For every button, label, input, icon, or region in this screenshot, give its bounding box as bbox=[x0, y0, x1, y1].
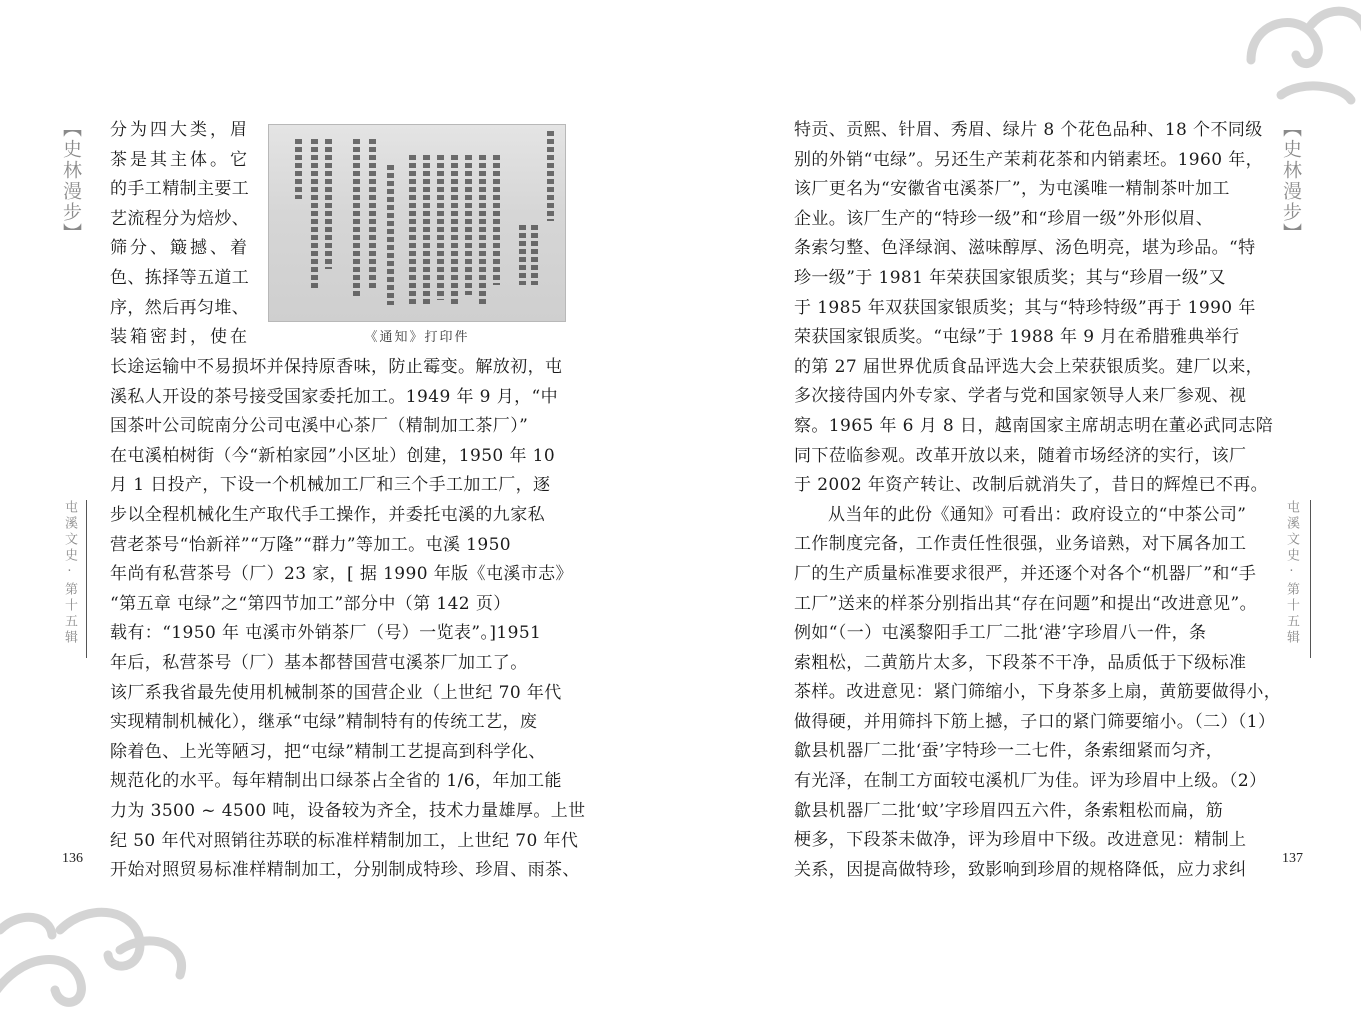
margin-rule bbox=[1310, 500, 1311, 658]
text-line: 纪 50 年代对照销往苏联的标准样精制加工，上世纪 70 年代 bbox=[110, 830, 579, 851]
text-line: 珍一级”于 1981 年荣获国家银质奖；其与“珍眉一级”又 bbox=[794, 267, 1226, 288]
text-line: 序，然后再匀堆、 bbox=[110, 297, 250, 318]
text-line: 企业。该厂生产的“特珍一级”和“珍眉一级”外形似眉、 bbox=[794, 208, 1214, 229]
text-line: 营老茶号“怡新祥”“万隆”“群力”等加工。屯溪 1950 bbox=[110, 534, 512, 555]
text-line: 索粗松，二黄筋片太多，下段茶不干净，品质低于下级标准 bbox=[794, 652, 1247, 673]
text-line: 条索匀整、色泽绿润、滋味醇厚、汤色明亮，堪为珍品。“特 bbox=[794, 238, 1256, 259]
body-text-lower bbox=[110, 353, 586, 886]
text-line: 荣获国家银质奖。“屯绿”于 1988 年 9 月在希腊雅典举行 bbox=[794, 327, 1240, 348]
text-line: 例如“（一）屯溪黎阳手工厂二批‘港’字珍眉八一件，条 bbox=[794, 623, 1207, 644]
margin-rule bbox=[86, 500, 87, 658]
notice-photo bbox=[268, 124, 566, 322]
photo-caption: 《通知》打印件 bbox=[364, 330, 470, 345]
text-line: 多次接待国内外专家、学者与党和国家领导人来厂参观、视 bbox=[794, 386, 1247, 407]
text-line: 同下莅临参观。改革开放以来，随着市场经济的实行，该厂 bbox=[794, 445, 1247, 466]
text-line: 于 2002 年资产转让、改制后就消失了，昔日的辉煌已不再。 bbox=[794, 475, 1269, 496]
text-line: 步以全程机械化生产取代手工操作，并委托屯溪的九家私 bbox=[110, 504, 545, 525]
text-line: 实现精制机械化），继承“屯绿”精制特有的传统工艺，废 bbox=[110, 712, 538, 733]
text-line: 别的外销“屯绿”。另还生产茉莉花茶和内销素坯。1960 年， bbox=[794, 149, 1264, 170]
text-line: 厂的生产质量标准要求很严，并还逐个对各个“机器厂”和“手 bbox=[794, 563, 1257, 584]
text-line: 艺流程分为焙炒、 bbox=[110, 208, 250, 229]
text-line: 载有：“1950 年 屯溪市外销茶厂（号）一览表”。]1951 bbox=[110, 623, 542, 644]
text-line: 的第 27 届世界优质食品评选大会上荣获银质奖。建厂以来， bbox=[794, 356, 1264, 377]
text-line: 年尚有私营茶号（厂）23 家，[ 据 1990 年版《屯溪市志》 bbox=[110, 564, 573, 585]
text-line: 茶样。改进意见：紧门筛缩小，下身茶多上扇，黄筋要做得小， bbox=[794, 682, 1282, 703]
text-line: 规范化的水平。每年精制出口绿茶占全省的 1/6，年加工能 bbox=[110, 771, 562, 792]
text-line: 分为四大类，眉 bbox=[110, 120, 250, 140]
text-line: 茶是其主体。它 bbox=[110, 149, 250, 170]
text-line: 该厂更名为“安徽省屯溪茶厂”，为屯溪唯一精制茶叶加工 bbox=[794, 179, 1230, 200]
text-line: 工厂”送来的样茶分别指出其“存在问题”和提出“改进意见”。 bbox=[794, 593, 1258, 614]
text-line: 长途运输中不易损坏并保持原香味，防止霉变。解放初，屯 bbox=[110, 357, 563, 377]
text-line: 有光泽，在制工方面较屯溪机厂为佳。评为珍眉中上级。（2） bbox=[794, 771, 1267, 792]
text-line: 从当年的此份《通知》可看出：政府设立的“中茶公司” bbox=[828, 504, 1247, 525]
text-line: 歙县机器厂二批‘蚕’字特珍一二七件，条索细紧而匀齐， bbox=[794, 741, 1224, 762]
section-label: 【史林漫步】 bbox=[1280, 118, 1302, 244]
body-text bbox=[794, 116, 1282, 885]
text-line: “第五章 屯绿”之“第四节加工”部分中（第 142 页） bbox=[110, 593, 511, 614]
text-line: 国茶叶公司皖南分公司屯溪中心茶厂（精制加工茶厂）” bbox=[110, 416, 529, 437]
text-line: 关系，因提高做特珍，致影响到珍眉的规格降低，应力求纠 bbox=[794, 859, 1247, 880]
text-line: 于 1985 年双获国家银质奖；其与“特珍特级”再于 1990 年 bbox=[794, 297, 1256, 318]
text-line: 筛分、簸撼、着 bbox=[110, 238, 250, 259]
left-page bbox=[0, 0, 680, 1016]
text-line: 力为 3500 ~ 4500 吨，设备较为齐全，技术力量雄厚。上世 bbox=[110, 800, 586, 821]
page-number: 137 bbox=[1282, 851, 1303, 866]
text-line: 察。1965 年 6 月 8 日，越南国家主席胡志明在董必武同志陪 bbox=[794, 415, 1274, 436]
text-line: 装箱密封，使在 bbox=[110, 327, 250, 348]
right-page bbox=[681, 0, 1361, 1016]
text-line: 特贡、贡熙、针眉、秀眉、绿片 8 个花色品种、18 个不同级 bbox=[794, 120, 1263, 140]
text-line: 的手工精制主要工 bbox=[110, 179, 250, 200]
text-line: 做得硬，并用筛抖下筋上撼，子口的紧门筛要缩小。（二）（1） bbox=[794, 711, 1276, 732]
text-line: 在屯溪柏树街（今“新柏家园”小区址）创建，1950 年 10 bbox=[110, 445, 556, 466]
text-line: 色、拣择等五道工 bbox=[110, 267, 250, 288]
text-line: 梗多，下段茶未做净，评为珍眉中下级。改进意见：精制上 bbox=[794, 830, 1247, 851]
text-line: 年后，私营茶号（厂）基本都替国营屯溪茶厂加工了。 bbox=[110, 652, 528, 673]
text-line: 歙县机器厂二批‘蚊’字珍眉四五六件，条索粗松而扁，筋 bbox=[794, 800, 1224, 821]
section-label: 【史林漫步】 bbox=[60, 118, 82, 244]
text-line: 开始对照贸易标准样精制加工，分别制成特珍、珍眉、雨茶、 bbox=[110, 860, 580, 881]
body-text-upper bbox=[110, 116, 260, 353]
series-label: 屯溪文史·第十五辑 bbox=[62, 500, 77, 646]
cloud-ornament-icon bbox=[1241, 0, 1361, 110]
text-line: 溪私人开设的茶号接受国家委托加工。1949 年 9 月，“中 bbox=[110, 386, 558, 407]
text-line: 该厂系我省最先使用机械制茶的国营企业（上世纪 70 年代 bbox=[110, 682, 562, 703]
text-line: 除着色、上光等陋习，把“屯绿”精制工艺提高到科学化、 bbox=[110, 741, 546, 762]
text-line: 工作制度完备，工作责任性很强，业务谙熟，对下属各加工 bbox=[794, 534, 1247, 555]
page-number: 136 bbox=[62, 851, 83, 866]
series-label: 屯溪文史·第十五辑 bbox=[1284, 500, 1299, 646]
text-line: 月 1 日投产，下设一个机械加工厂和三个手工加工厂，逐 bbox=[110, 475, 551, 496]
cloud-ornament-icon bbox=[0, 890, 200, 1016]
